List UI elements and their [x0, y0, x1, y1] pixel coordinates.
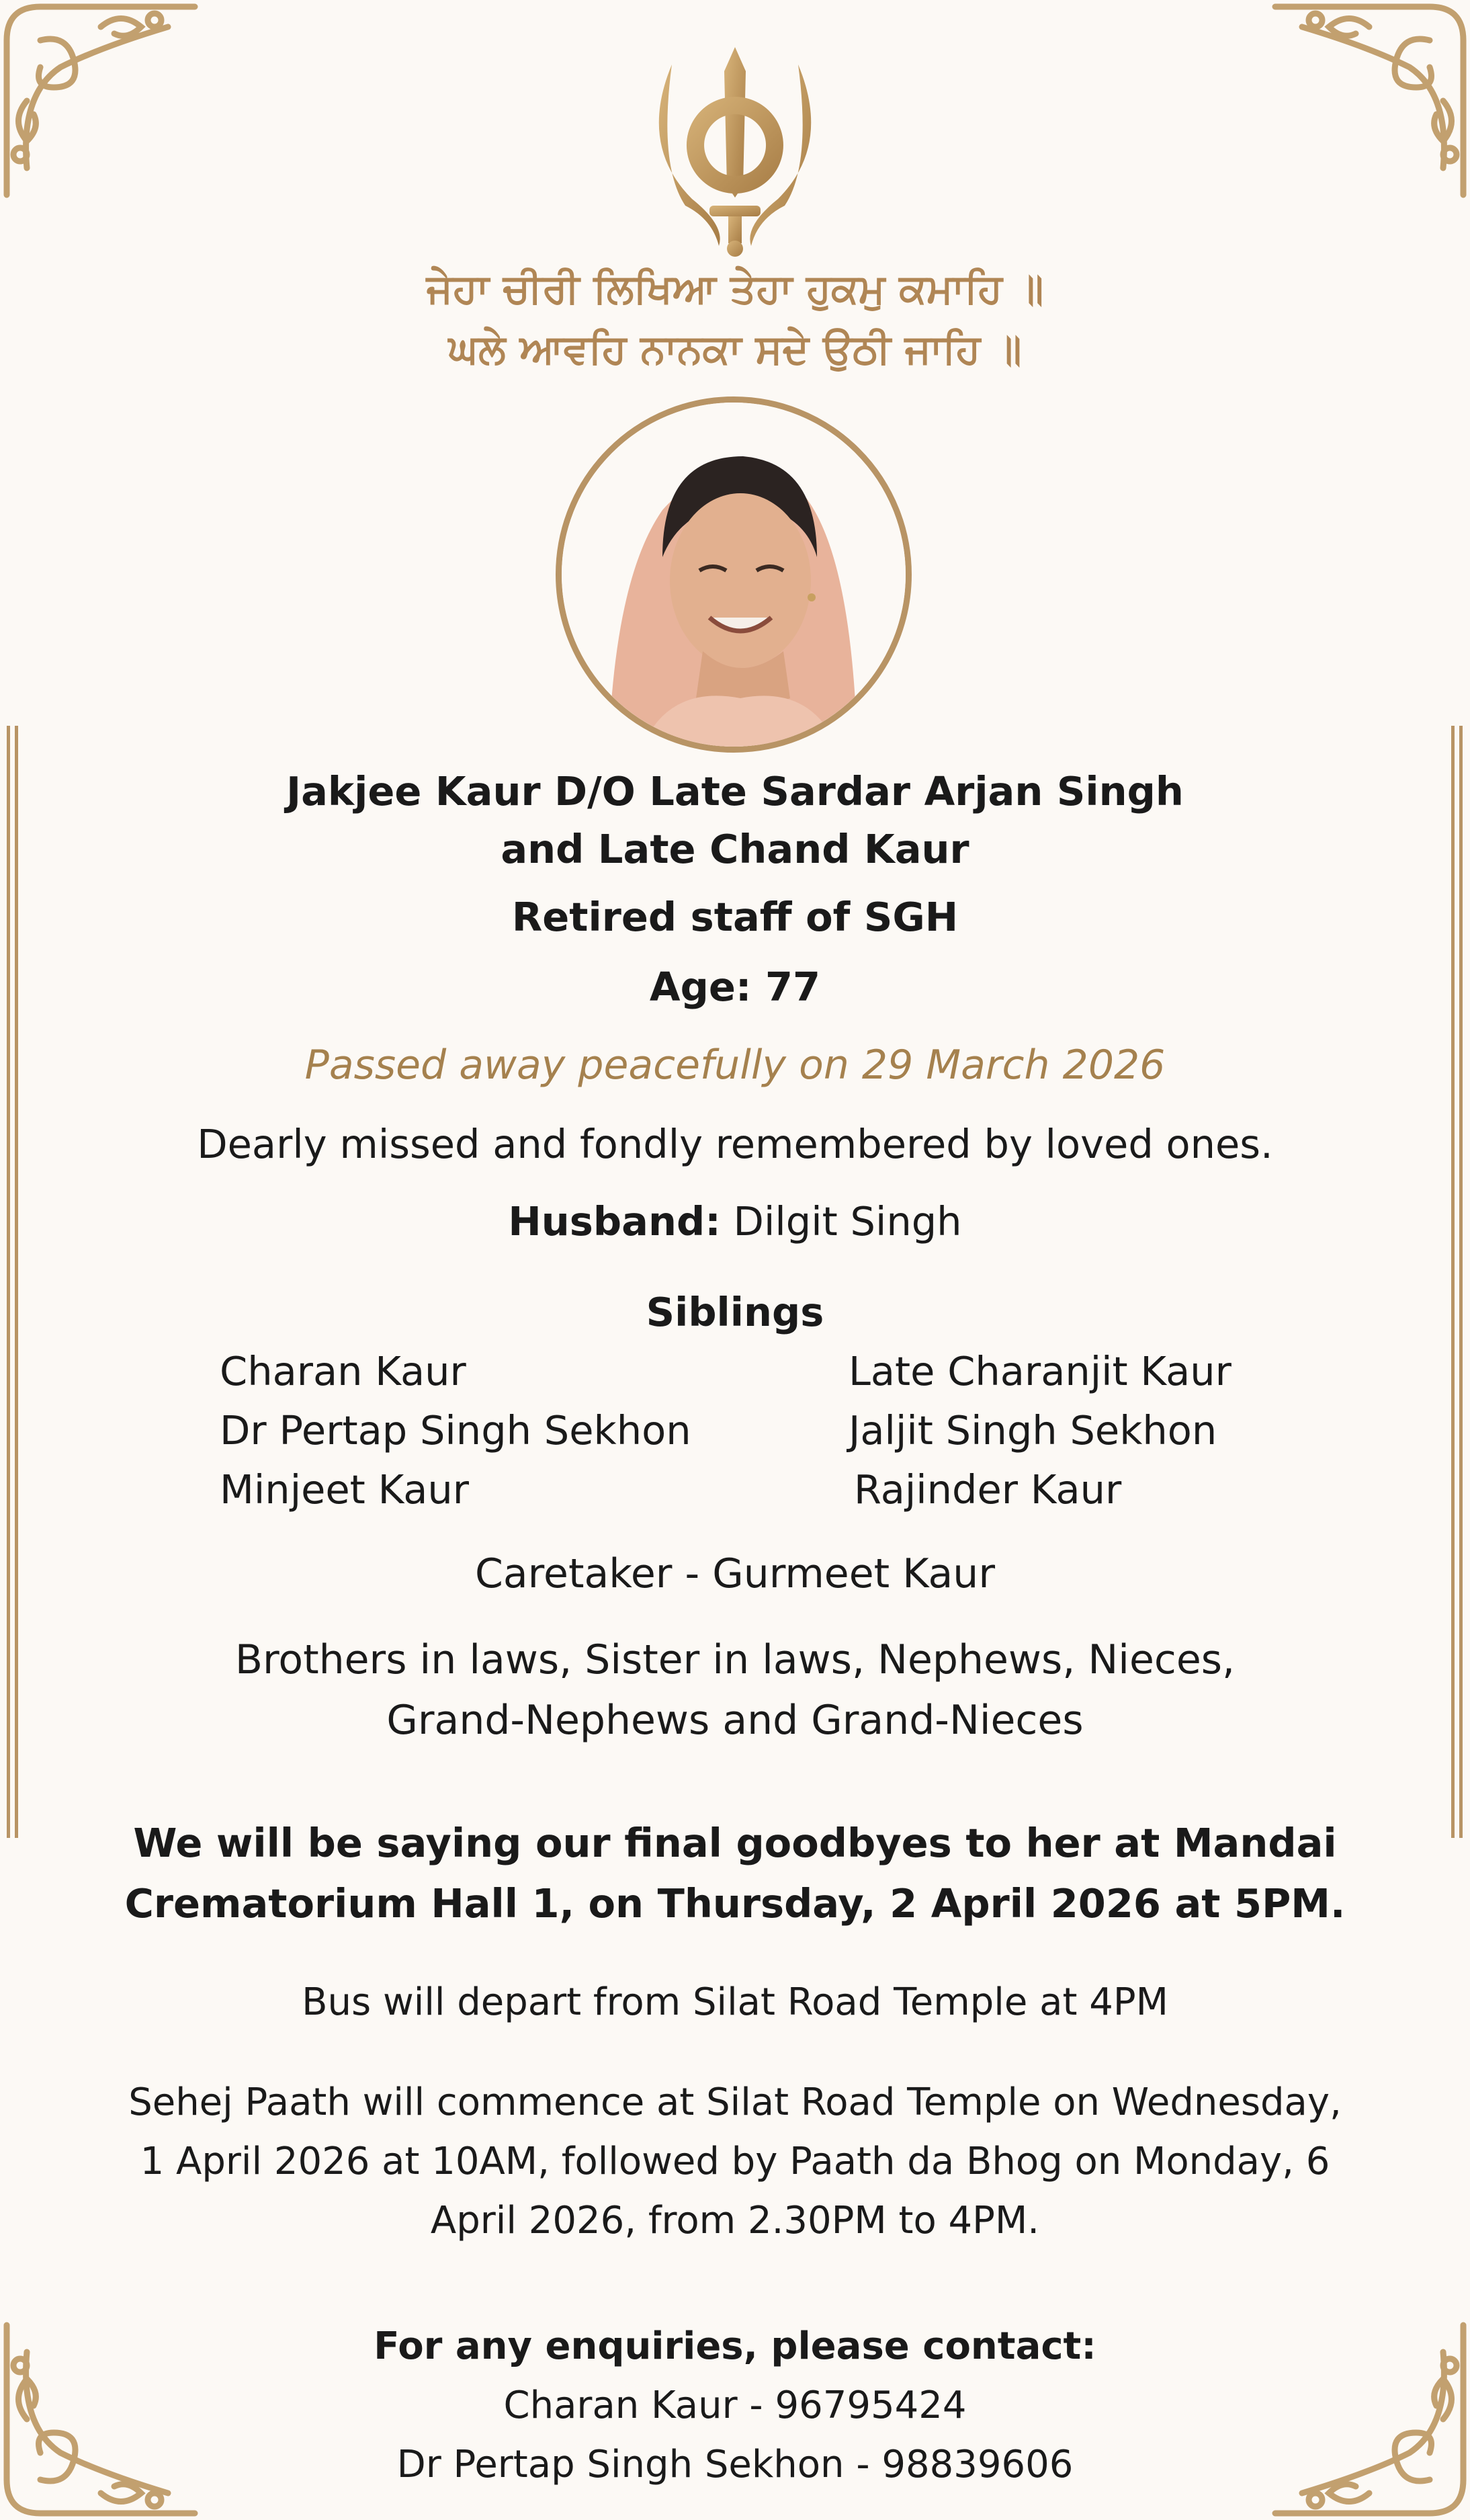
paath-info — [0, 2073, 1470, 2251]
name-line-1: Jakjee Kaur D/O Late Sardar Arjan Singh — [286, 768, 1184, 814]
caretaker-text: Caretaker - Gurmeet Kaur — [475, 1550, 995, 1597]
contact-person: Charan Kaur - 96795424 — [503, 2384, 967, 2427]
relatives-line-2: Grand-Nephews and Grand-Nieces — [386, 1697, 1084, 1744]
deceased-name — [0, 763, 1470, 878]
relatives-line-1: Brothers in laws, Sister in laws, Nephews, Nieces, — [234, 1636, 1236, 1683]
sibling-name: Jaljit Singh Sekhon — [849, 1407, 1217, 1454]
paath-line-2: 1 April 2026 at 10AM, followed by Paath da Bhog on Monday, 6 — [140, 2140, 1330, 2183]
bus-info-text: Bus will depart from Silat Road Temple at 4PM — [302, 1980, 1168, 2024]
funeral-announcement — [0, 1813, 1470, 1934]
sibling-name: Charan Kaur — [220, 1348, 466, 1394]
husband-name: Dilgit Singh — [720, 1198, 962, 1245]
name-line-2: and Late Chand Kaur — [501, 826, 969, 872]
husband-line — [0, 1193, 1470, 1251]
farewell-line-2: Crematorium Hall 1, on Thursday, 2 April 2026 at 5PM. — [124, 1880, 1346, 1927]
husband-label: Husband: — [508, 1198, 721, 1245]
khanda-icon — [645, 44, 825, 258]
verse-line-2: ਘਲੇ ਆਵਹਿ ਨਾਨਕਾ ਸਦੇ ਉਠੀ ਜਾਹਿ ॥ — [448, 326, 1022, 373]
farewell-line-1: We will be saying our final goodbyes to her at Mandai — [133, 1820, 1337, 1866]
corner-ornament-top-right-icon — [1268, 0, 1470, 202]
gurbani-verse — [0, 259, 1470, 380]
sibling-name: Rajinder Kaur — [854, 1466, 1122, 1513]
corner-ornament-top-left-icon — [0, 0, 202, 202]
sibling-name: Late Charanjit Kaur — [849, 1348, 1231, 1394]
paath-line-3: April 2026, from 2.30PM to 4PM. — [430, 2199, 1040, 2242]
sibling-name: Minjeet Kaur — [220, 1466, 470, 1513]
contact-heading: For any enquiries, please contact: — [374, 2324, 1096, 2368]
contact-section — [0, 2317, 1470, 2494]
portrait-photo — [556, 396, 912, 753]
passed-away-text: Passed away peacefully on 29 March 2026 — [304, 1042, 1166, 1089]
siblings-list-right — [849, 1342, 1231, 1519]
contact-person: Dr Pertap Singh Sekhon - 98839606 — [396, 2443, 1074, 2486]
verse-line-1: ਜੇਹਾ ਚੀਰੀ ਲਿਖਿਆ ਤੇਹਾ ਹੁਕਮੁ ਕਮਾਹਿ ॥ — [426, 265, 1044, 312]
occupation-text: Retired staff of SGH — [511, 894, 959, 940]
siblings-list-left — [220, 1342, 691, 1519]
age-text: Age: 77 — [649, 964, 821, 1010]
relatives-text — [0, 1630, 1470, 1751]
sibling-name: Dr Pertap Singh Sekhon — [220, 1407, 691, 1454]
remembrance-text: Dearly missed and fondly remembered by loved ones. — [197, 1121, 1273, 1167]
siblings-heading: Siblings — [646, 1289, 824, 1335]
paath-line-1: Sehej Paath will commence at Silat Road Temple on Wednesday, — [128, 2081, 1342, 2124]
